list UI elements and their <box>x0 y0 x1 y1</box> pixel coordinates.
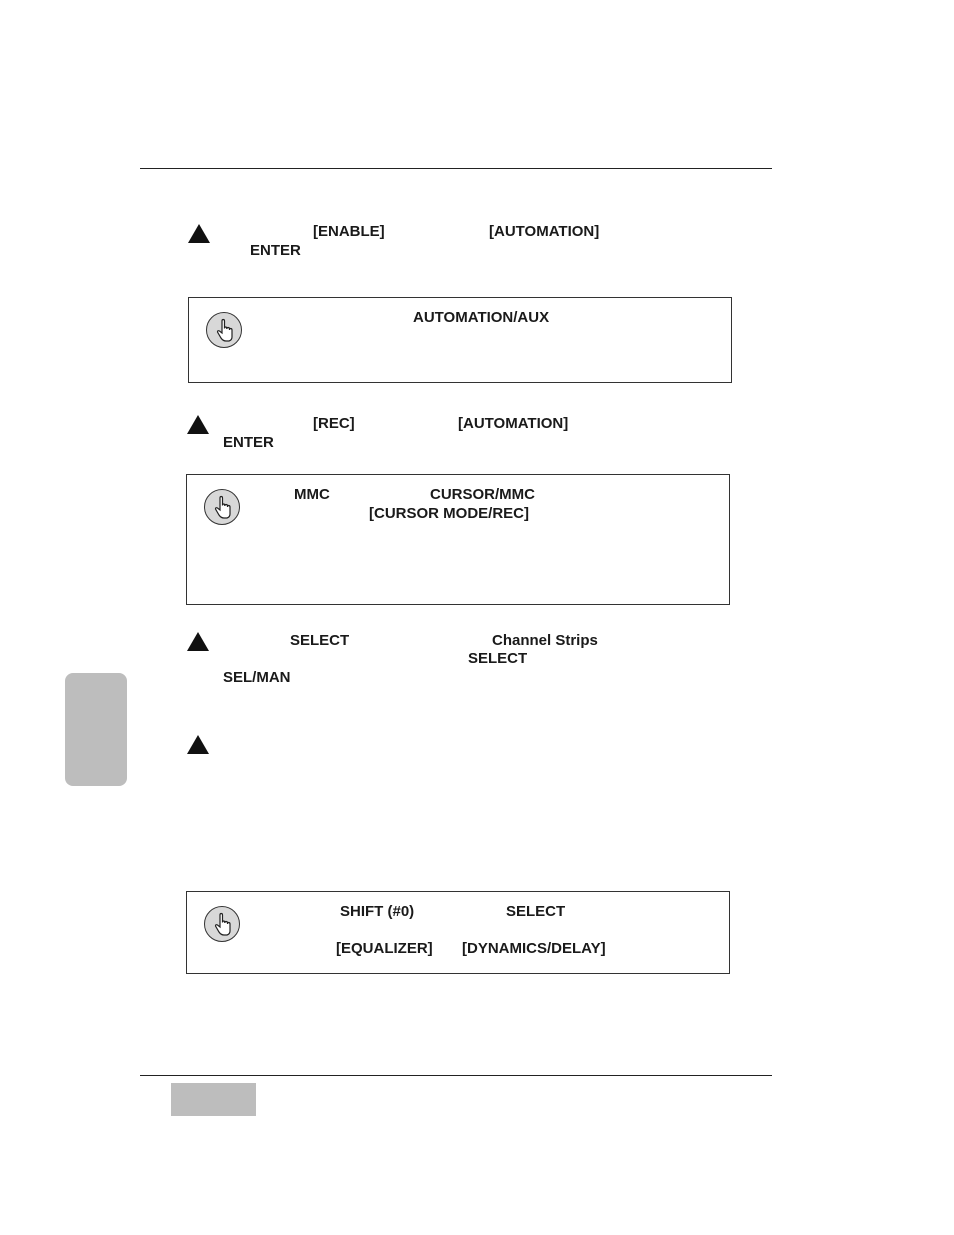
note1-automation-aux-keyword: AUTOMATION/AUX <box>413 309 550 326</box>
step3-channel-strips-keyword: Channel Strips <box>492 632 598 649</box>
step3-select-keyword: SELECT <box>290 632 350 649</box>
note2-cursor-mmc-keyword: CURSOR/MMC <box>430 486 535 503</box>
pointing-hand-icon <box>204 489 240 525</box>
step3-select2-keyword: SELECT <box>468 650 528 667</box>
note-box-1 <box>188 297 732 383</box>
note3-dynamics-delay-keyword: [DYNAMICS/DELAY] <box>462 940 606 957</box>
note2-mmc-keyword: MMC <box>294 486 330 503</box>
chapter-side-tab <box>65 673 127 786</box>
bottom-rule <box>140 1075 772 1076</box>
step1-enter-keyword: ENTER <box>250 242 301 259</box>
step2-rec-keyword: [REC] <box>313 415 355 432</box>
pointing-hand-icon <box>204 906 240 942</box>
note2-cursor-mode-rec-keyword: [CURSOR MODE/REC] <box>369 505 529 522</box>
top-rule <box>140 168 772 169</box>
warning-triangle-icon <box>187 735 209 754</box>
step2-automation-keyword: [AUTOMATION] <box>458 415 569 432</box>
warning-triangle-icon <box>187 415 209 434</box>
note3-equalizer-keyword: [EQUALIZER] <box>336 940 433 957</box>
note-box-3 <box>186 891 730 974</box>
step1-enable-keyword: [ENABLE] <box>313 223 385 240</box>
warning-triangle-icon <box>188 224 210 243</box>
pointing-hand-icon <box>206 312 242 348</box>
warning-triangle-icon <box>187 632 209 651</box>
step2-enter-keyword: ENTER <box>223 434 274 451</box>
note-box-2 <box>186 474 730 605</box>
page-number-tab <box>171 1083 256 1116</box>
step1-automation-keyword: [AUTOMATION] <box>489 223 600 240</box>
note3-shift-keyword: SHIFT (#0) <box>340 903 415 920</box>
note3-select-keyword: SELECT <box>506 903 566 920</box>
step3-sel-man-keyword: SEL/MAN <box>223 669 291 686</box>
